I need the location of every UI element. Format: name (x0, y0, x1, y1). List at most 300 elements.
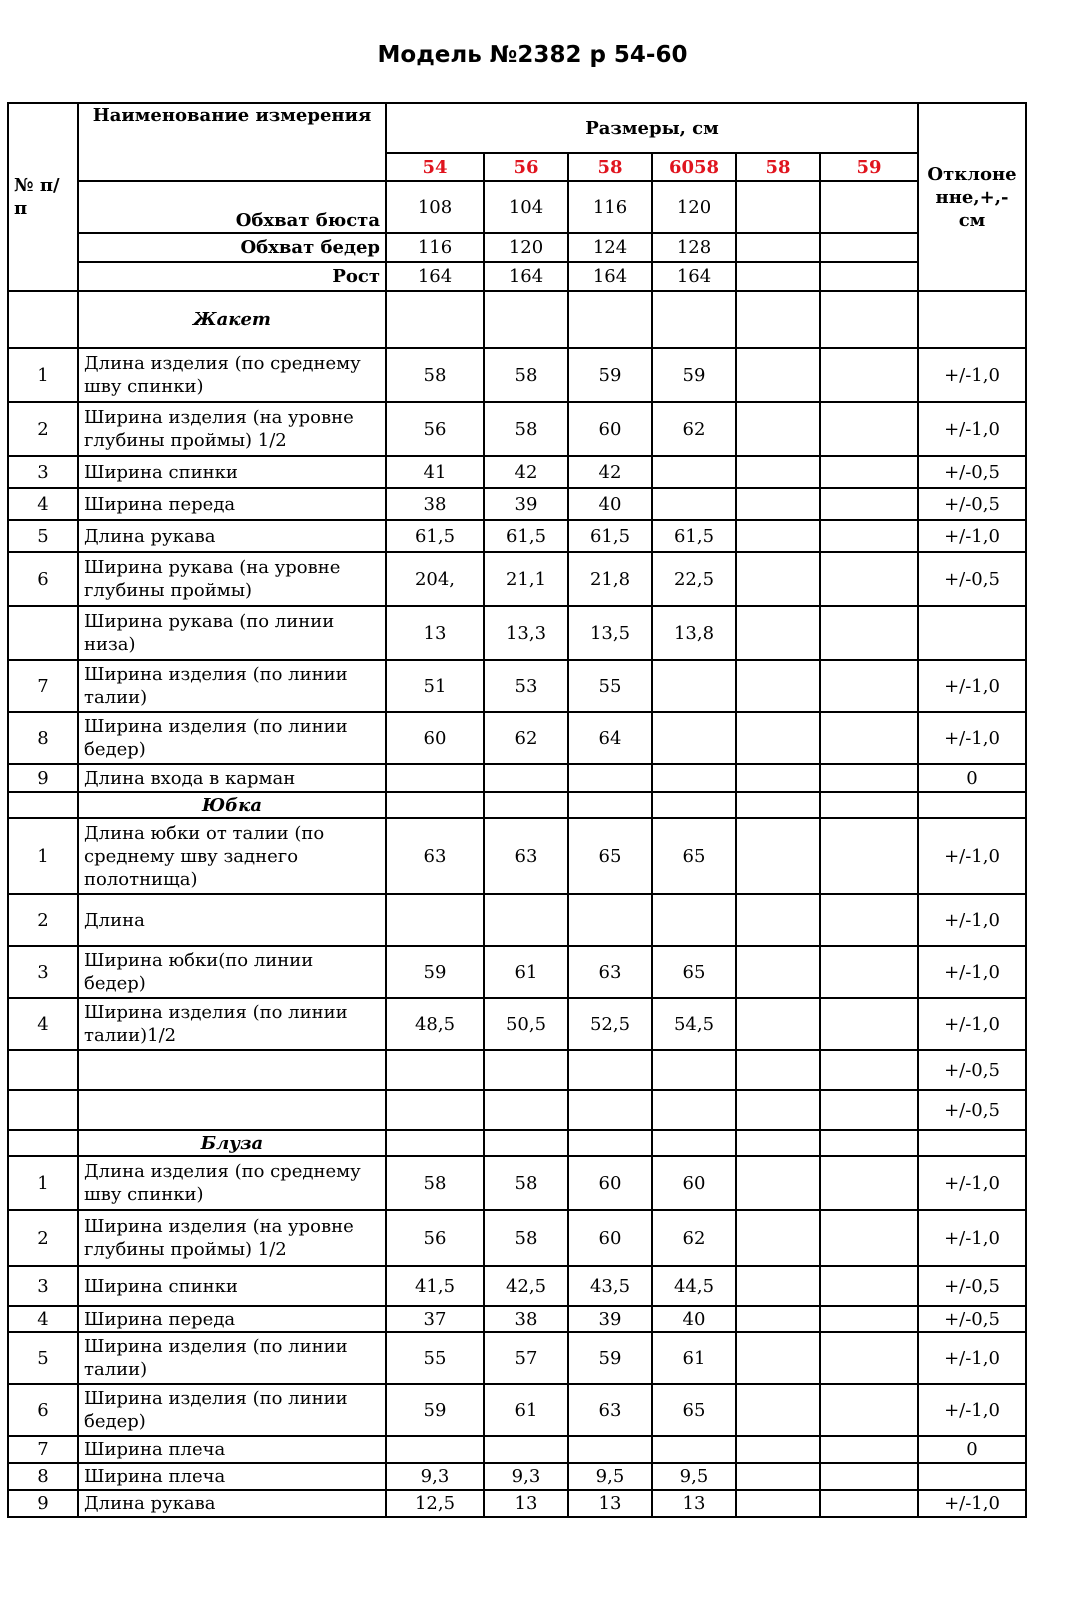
section-empty-cell (652, 792, 736, 818)
deviation-value: +/-0,5 (918, 1090, 1026, 1130)
size-value: 56 (386, 1210, 484, 1266)
size-value: 60 (652, 1156, 736, 1210)
size-value: 39 (484, 488, 568, 520)
size-value: 58 (484, 1156, 568, 1210)
size-value: 55 (386, 1332, 484, 1384)
row-number: 8 (8, 712, 78, 764)
size-value (484, 1090, 568, 1130)
measurement-name: Длина (78, 894, 386, 946)
size-value: 63 (484, 818, 568, 894)
size-value (820, 660, 918, 712)
size-value: 58 (484, 1210, 568, 1266)
size-value (820, 456, 918, 488)
size-label: 54 (386, 153, 484, 181)
measure-value: 124 (568, 233, 652, 262)
size-value: 9,3 (386, 1463, 484, 1490)
size-value: 43,5 (568, 1266, 652, 1306)
deviation-value: +/-0,5 (918, 552, 1026, 606)
size-value: 61,5 (568, 520, 652, 552)
measurement-name: Длина юбки от талии (по среднему шву заднего полотнища) (78, 818, 386, 894)
table-row (8, 1156, 1026, 1210)
size-value: 61,5 (484, 520, 568, 552)
size-value: 59 (568, 1332, 652, 1384)
size-value (820, 894, 918, 946)
size-value: 41 (386, 456, 484, 488)
deviation-value: +/-0,5 (918, 1266, 1026, 1306)
size-value (736, 348, 820, 402)
size-value (820, 488, 918, 520)
size-value (820, 520, 918, 552)
table-row (8, 456, 1026, 488)
section-deviation-cell (918, 792, 1026, 818)
size-value: 38 (484, 1306, 568, 1332)
measurement-name: Длина изделия (по среднему шву спинки) (78, 1156, 386, 1210)
measure-value: 116 (386, 233, 484, 262)
size-value: 13 (568, 1490, 652, 1517)
size-value: 22,5 (652, 552, 736, 606)
size-value: 40 (568, 488, 652, 520)
measurement-name: Ширина юбки(по линии бедер) (78, 946, 386, 998)
size-value (568, 764, 652, 792)
section-empty-cell (736, 792, 820, 818)
table-row (8, 552, 1026, 606)
deviation-value: +/-1,0 (918, 894, 1026, 946)
size-value (820, 712, 918, 764)
measure-value: 164 (386, 262, 484, 291)
measure-label: Рост (78, 262, 386, 291)
measure-value: 104 (484, 181, 568, 233)
measure-label: Обхват бедер (78, 233, 386, 262)
section-empty-cell (386, 291, 484, 348)
size-value (484, 1050, 568, 1090)
table-row (8, 764, 1026, 792)
size-value (820, 1090, 918, 1130)
size-value (820, 402, 918, 456)
section-empty-cell (484, 1130, 568, 1156)
size-value: 40 (652, 1306, 736, 1332)
deviation-value: +/-1,0 (918, 946, 1026, 998)
table-row (8, 712, 1026, 764)
size-value: 59 (386, 1384, 484, 1436)
section-row (8, 792, 1026, 818)
section-empty-cell (736, 291, 820, 348)
table-row (8, 1050, 1026, 1090)
section-empty-cell (652, 1130, 736, 1156)
size-value (820, 552, 918, 606)
table-row (8, 1436, 1026, 1463)
measurement-name: Ширина изделия (по линии талии)1/2 (78, 998, 386, 1050)
size-value (386, 1090, 484, 1130)
row-number: 2 (8, 1210, 78, 1266)
size-value (820, 946, 918, 998)
row-number: 4 (8, 488, 78, 520)
row-number: 2 (8, 402, 78, 456)
table-row (8, 1210, 1026, 1266)
size-value (736, 1332, 820, 1384)
deviation-value (918, 606, 1026, 660)
section-empty-cell (736, 1130, 820, 1156)
size-value: 59 (386, 946, 484, 998)
size-value (736, 1490, 820, 1517)
size-value: 60 (386, 712, 484, 764)
table-row (8, 1463, 1026, 1490)
size-label: 59 (820, 153, 918, 181)
table-row (8, 660, 1026, 712)
size-value: 39 (568, 1306, 652, 1332)
measurement-name: Ширина плеча (78, 1436, 386, 1463)
measurement-name: Длина входа в карман (78, 764, 386, 792)
row-number: 9 (8, 1490, 78, 1517)
size-value: 13 (652, 1490, 736, 1517)
size-value (652, 660, 736, 712)
size-value (568, 1436, 652, 1463)
deviation-value: +/-1,0 (918, 818, 1026, 894)
table-row (8, 488, 1026, 520)
row-number: 4 (8, 998, 78, 1050)
measure-row (8, 262, 1026, 291)
size-value (736, 946, 820, 998)
table-row (8, 1332, 1026, 1384)
size-value: 59 (652, 348, 736, 402)
size-value (736, 764, 820, 792)
size-value (736, 1463, 820, 1490)
table-row (8, 1306, 1026, 1332)
table-row (8, 818, 1026, 894)
deviation-value: +/-1,0 (918, 1384, 1026, 1436)
row-number: 9 (8, 764, 78, 792)
size-value: 63 (568, 1384, 652, 1436)
row-number (8, 1050, 78, 1090)
size-value: 44,5 (652, 1266, 736, 1306)
size-value (736, 1090, 820, 1130)
size-value (652, 456, 736, 488)
table-row (8, 946, 1026, 998)
row-number: 1 (8, 348, 78, 402)
deviation-value: 0 (918, 764, 1026, 792)
size-value: 12,5 (386, 1490, 484, 1517)
size-value (820, 818, 918, 894)
deviation-value: +/-1,0 (918, 1332, 1026, 1384)
size-value (820, 1266, 918, 1306)
size-value (736, 1050, 820, 1090)
size-value (736, 712, 820, 764)
table-row (8, 402, 1026, 456)
deviation-value: +/-1,0 (918, 660, 1026, 712)
deviation-value: +/-1,0 (918, 402, 1026, 456)
size-value (820, 348, 918, 402)
measurement-name: Длина рукава (78, 520, 386, 552)
measurement-name: Ширина изделия (на уровне глубины проймы) 1/2 (78, 1210, 386, 1266)
size-value (820, 1050, 918, 1090)
table-row (8, 894, 1026, 946)
measurement-name: Ширина изделия (по линии бедер) (78, 712, 386, 764)
size-value (386, 1436, 484, 1463)
row-number: 5 (8, 1332, 78, 1384)
size-value (652, 1090, 736, 1130)
row-number: 6 (8, 1384, 78, 1436)
size-value: 13,3 (484, 606, 568, 660)
section-num-cell (8, 291, 78, 348)
size-value: 65 (652, 946, 736, 998)
size-value: 62 (652, 1210, 736, 1266)
measure-value: 120 (652, 181, 736, 233)
size-value: 61 (484, 946, 568, 998)
size-value: 65 (652, 818, 736, 894)
sizes-header: Размеры, см (386, 103, 918, 153)
size-value (568, 894, 652, 946)
page-title: Модель №2382 р 54-60 (377, 42, 688, 68)
size-value (736, 1266, 820, 1306)
row-number: 1 (8, 818, 78, 894)
header-row (8, 103, 1026, 153)
measurement-name: Ширина изделия (по линии талии) (78, 660, 386, 712)
size-value: 48,5 (386, 998, 484, 1050)
size-value (736, 552, 820, 606)
size-value: 55 (568, 660, 652, 712)
section-empty-cell (820, 792, 918, 818)
size-value (652, 1050, 736, 1090)
size-value: 9,5 (568, 1463, 652, 1490)
table-row (8, 1266, 1026, 1306)
size-value: 13 (386, 606, 484, 660)
section-title: Блуза (78, 1130, 386, 1156)
size-label: 56 (484, 153, 568, 181)
size-value: 53 (484, 660, 568, 712)
table-row (8, 998, 1026, 1050)
size-value (652, 712, 736, 764)
deviation-value: +/-1,0 (918, 1156, 1026, 1210)
size-value (736, 402, 820, 456)
size-value: 58 (484, 402, 568, 456)
row-number: 7 (8, 1436, 78, 1463)
size-value: 41,5 (386, 1266, 484, 1306)
measurement-name (78, 1090, 386, 1130)
deviation-value: +/-1,0 (918, 1490, 1026, 1517)
deviation-value: +/-1,0 (918, 1210, 1026, 1266)
section-empty-cell (568, 291, 652, 348)
measure-value: 164 (652, 262, 736, 291)
size-value (820, 1384, 918, 1436)
size-value: 54,5 (652, 998, 736, 1050)
size-value (820, 1332, 918, 1384)
measurement-name: Ширина переда (78, 1306, 386, 1332)
measurement-name: Ширина изделия (по линии талии) (78, 1332, 386, 1384)
size-value: 42 (568, 456, 652, 488)
size-value: 51 (386, 660, 484, 712)
measurement-name: Длина изделия (по среднему шву спинки) (78, 348, 386, 402)
deviation-value: +/-0,5 (918, 488, 1026, 520)
measurement-name: Ширина переда (78, 488, 386, 520)
section-row (8, 1130, 1026, 1156)
row-number: 3 (8, 946, 78, 998)
row-number: 3 (8, 456, 78, 488)
num-header: № п/п (8, 103, 78, 291)
table-row (8, 606, 1026, 660)
deviation-value: +/-1,0 (918, 712, 1026, 764)
section-empty-cell (820, 291, 918, 348)
size-value (820, 998, 918, 1050)
size-value: 21,1 (484, 552, 568, 606)
section-empty-cell (820, 1130, 918, 1156)
table-row (8, 1090, 1026, 1130)
deviation-value: +/-1,0 (918, 998, 1026, 1050)
measurement-name: Ширина спинки (78, 1266, 386, 1306)
row-number: 5 (8, 520, 78, 552)
measure-value: 120 (484, 233, 568, 262)
size-value: 204, (386, 552, 484, 606)
size-value: 64 (568, 712, 652, 764)
size-value (820, 1490, 918, 1517)
measurement-name: Ширина рукава (на уровне глубины проймы) (78, 552, 386, 606)
measure-row (8, 233, 1026, 262)
section-deviation-cell (918, 1130, 1026, 1156)
measure-value: 164 (484, 262, 568, 291)
measure-value (820, 262, 918, 291)
size-value: 38 (386, 488, 484, 520)
size-value: 62 (652, 402, 736, 456)
size-value (820, 606, 918, 660)
deviation-value (918, 1463, 1026, 1490)
size-value (736, 1384, 820, 1436)
size-value (820, 1210, 918, 1266)
measurement-name: Длина рукава (78, 1490, 386, 1517)
size-value (736, 660, 820, 712)
size-value (386, 764, 484, 792)
section-num-cell (8, 792, 78, 818)
size-value: 42,5 (484, 1266, 568, 1306)
table-body (8, 103, 1026, 1517)
measurement-name: Ширина изделия (на уровне глубины проймы) 1/2 (78, 402, 386, 456)
size-value: 60 (568, 1210, 652, 1266)
measure-value: 164 (568, 262, 652, 291)
row-number: 7 (8, 660, 78, 712)
size-value: 58 (386, 348, 484, 402)
deviation-value: +/-1,0 (918, 520, 1026, 552)
name-header: Наименование измерения (78, 103, 386, 181)
deviation-header: Отклоне нне,+,- см (918, 103, 1026, 291)
measure-row (8, 181, 1026, 233)
section-empty-cell (568, 1130, 652, 1156)
measure-value (736, 181, 820, 233)
size-value (568, 1050, 652, 1090)
measure-label: Обхват бюста (78, 181, 386, 233)
size-value: 13,8 (652, 606, 736, 660)
row-number: 6 (8, 552, 78, 606)
measure-value (820, 233, 918, 262)
section-num-cell (8, 1130, 78, 1156)
row-number: 8 (8, 1463, 78, 1490)
size-value (820, 764, 918, 792)
size-value: 57 (484, 1332, 568, 1384)
size-value: 61 (484, 1384, 568, 1436)
row-number: 3 (8, 1266, 78, 1306)
size-value: 60 (568, 1156, 652, 1210)
row-number: 2 (8, 894, 78, 946)
section-empty-cell (386, 792, 484, 818)
size-value: 52,5 (568, 998, 652, 1050)
size-label: 58 (568, 153, 652, 181)
section-title: Жакет (78, 291, 386, 348)
size-value (820, 1156, 918, 1210)
size-value: 61 (652, 1332, 736, 1384)
size-value: 65 (568, 818, 652, 894)
size-value: 37 (386, 1306, 484, 1332)
size-value (652, 1436, 736, 1463)
size-value (484, 1436, 568, 1463)
size-value (484, 894, 568, 946)
section-empty-cell (652, 291, 736, 348)
size-value: 56 (386, 402, 484, 456)
size-value: 63 (386, 818, 484, 894)
measurement-name: Ширина спинки (78, 456, 386, 488)
size-label: 6058 (652, 153, 736, 181)
measure-value: 116 (568, 181, 652, 233)
size-value (736, 1156, 820, 1210)
measure-value (820, 181, 918, 233)
measure-value: 128 (652, 233, 736, 262)
size-value: 50,5 (484, 998, 568, 1050)
size-value: 61,5 (386, 520, 484, 552)
size-value: 9,3 (484, 1463, 568, 1490)
row-number: 4 (8, 1306, 78, 1332)
size-value (736, 488, 820, 520)
section-title: Юбка (78, 792, 386, 818)
measure-value (736, 262, 820, 291)
size-value: 59 (568, 348, 652, 402)
size-value (736, 606, 820, 660)
table-row (8, 1384, 1026, 1436)
size-value: 61,5 (652, 520, 736, 552)
measure-value: 108 (386, 181, 484, 233)
measurement-name: Ширина изделия (по линии бедер) (78, 1384, 386, 1436)
section-deviation-cell (918, 291, 1026, 348)
size-value: 63 (568, 946, 652, 998)
section-empty-cell (484, 291, 568, 348)
size-value: 42 (484, 456, 568, 488)
size-value: 58 (386, 1156, 484, 1210)
measurement-name (78, 1050, 386, 1090)
size-value (652, 764, 736, 792)
size-value (652, 488, 736, 520)
size-value (820, 1463, 918, 1490)
table-row (8, 1490, 1026, 1517)
measurement-name: Ширина рукава (по линии низа) (78, 606, 386, 660)
section-empty-cell (484, 792, 568, 818)
size-value (736, 1210, 820, 1266)
size-value (736, 456, 820, 488)
size-value (820, 1436, 918, 1463)
size-value: 13,5 (568, 606, 652, 660)
size-value (386, 894, 484, 946)
size-value: 9,5 (652, 1463, 736, 1490)
size-value: 60 (568, 402, 652, 456)
table-row (8, 348, 1026, 402)
size-value (736, 818, 820, 894)
size-value (820, 1306, 918, 1332)
size-value: 58 (484, 348, 568, 402)
section-row (8, 291, 1026, 348)
row-number (8, 1090, 78, 1130)
size-value (652, 894, 736, 946)
size-value: 65 (652, 1384, 736, 1436)
table-row (8, 520, 1026, 552)
row-number: 1 (8, 1156, 78, 1210)
measurement-name: Ширина плеча (78, 1463, 386, 1490)
measurement-table (7, 102, 1027, 1518)
size-value (736, 1436, 820, 1463)
section-empty-cell (386, 1130, 484, 1156)
size-value (736, 520, 820, 552)
